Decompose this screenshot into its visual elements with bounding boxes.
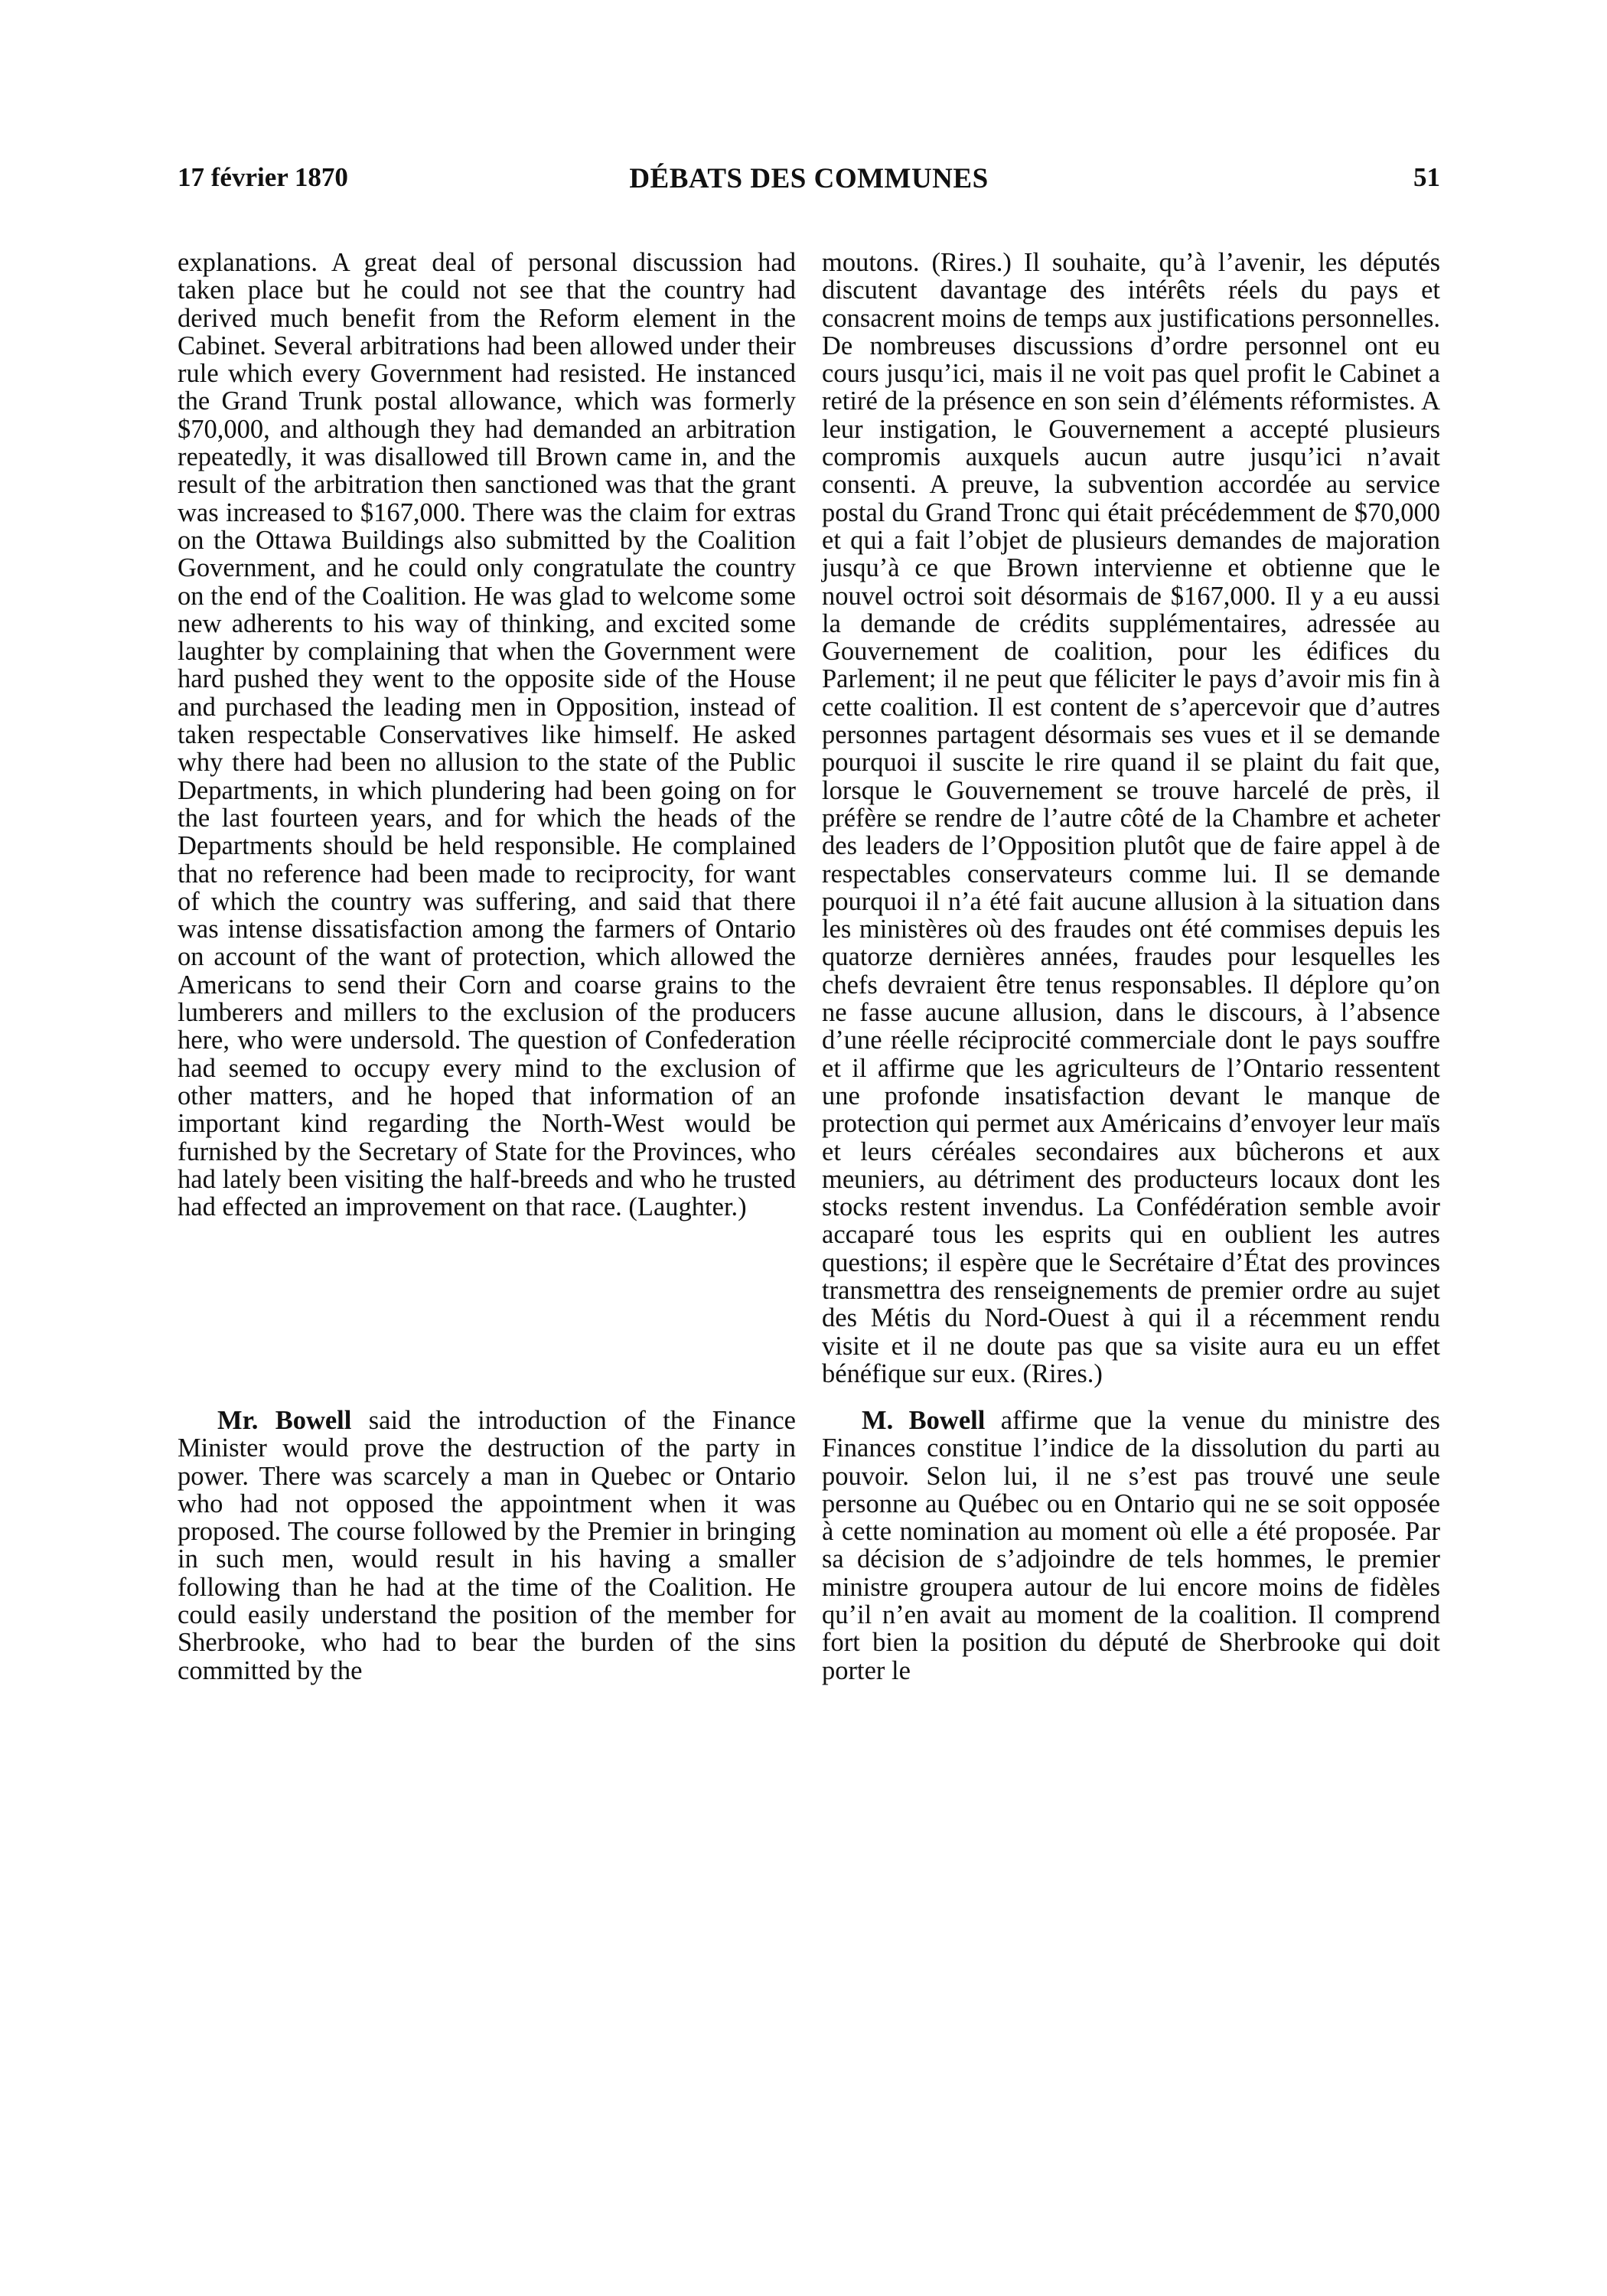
english-bowell-text: said the introduction of the Finance Minister would prove the destruction of the party in power. There was scarcely a man in Quebec or Ontario who had not opposed the appointment when it was proposed. The course followed by the Premier in bringing in such men, would result in his having a smaller following than he had at the time of the Coalition. He could easily understand the position of the member for Sherbrooke, who had to bear the burden of the sins committed by the [178, 1406, 796, 1685]
page-header [178, 162, 1440, 201]
french-column-top [822, 249, 1440, 1388]
english-column-bowell [178, 1407, 796, 1684]
english-column-top [178, 249, 796, 1221]
page-number: 51 [1413, 162, 1440, 192]
header-title: DÉBATS DES COMMUNES [629, 163, 989, 194]
english-speaker-name: Mr. Bowell [217, 1406, 352, 1435]
french-continuation-paragraph: moutons. (Rires.) Il souhaite, qu’à l’avenir, les députés discutent davantage des intérêts réels du pays et consacrent moins de temps aux justifications personnelles. De nombreuses discussions d’ordre personnel ont eu cours jusqu’ici, mais il ne voit pas quel profit le Cabinet a retiré de la présence en son sein d’éléments réformistes. A leur instigation, le Gouvernement a accepté plusieurs compromis auxquels aucun autre jusqu’ici n’avait consenti. A preuve, la subvention accordée au service postal du Grand Tronc qui était précédemment de $70,000 et qui a fait l’objet de plusieurs demandes de majoration jusqu’à ce que Brown intervienne et obtienne que le nouvel octroi soit désormais de $167,000. Il y a eu aussi la demande de crédits supplémentaires, adressée au Gouvernement de coalition, pour les édifices du Parlement; il ne peut que féliciter le pays d’avoir mis fin à cette coalition. Il est content de s’apercevoir que d’autres personnes partagent désormais ses vues et il se demande pourquoi il suscite le rire quand il se plaint du fait que, lorsque le Gouvernement se trouve harcelé de près, il préfère se rendre de l’autre côté de la Chambre et acheter des leaders de l’Opposition plutôt que de faire appel à de respectables conservateurs comme lui. Il se demande pourquoi il n’a été fait aucune allusion à la situation dans les ministères où des fraudes ont été commises depuis les quatorze dernières années, fraudes pour lesquelles les chefs devraient être tenus responsables. Il déplore qu’on ne fasse aucune allusion, dans le discours, à l’absence d’une réelle réciprocité commerciale dont le pays souffre et il affirme que les agriculteurs de l’Ontario ressentent une profonde insatisfaction devant le manque de protection qui permet aux Américains d’envoyer leur maïs et leurs céréales secondaires aux bûcherons et aux meuniers, au détriment des producteurs locaux dont les stocks restent invendus. La Confédération semble avoir accaparé tous les esprits qui en oublient les autres questions; il espère que le Secrétaire d’État des provinces transmettra des renseignements de premier ordre au sujet des Métis du Nord-Ouest à qui il a récemment rendu visite et il ne doute pas que sa visite aura eu un effet bénéfique sur eux. (Rires.) [822, 248, 1440, 1388]
english-continuation-paragraph: explanations. A great deal of personal discussion had taken place but he could not see that the country had derived much benefit from the Reform element in the Cabinet. Several arbitrations had been allowed under their rule which every Government had resisted. He instanced the Grand Trunk postal allowance, which was formerly $70,000, and although they had demanded an arbitration repeatedly, it was disallowed till Brown came in, and the result of the arbitration then sanctioned was that the grant was increased to $167,000. There was the claim for extras on the Ottawa Buildings also submitted by the Coalition Government, and he could only congratulate the country on the end of the Coalition. He was glad to welcome some new adherents to his way of thinking, and excited some laughter by complaining that when the Government were hard pushed they went to the opposite side of the House and purchased the leading men in Opposition, instead of taken respectable Conservatives like himself. He asked why there had been no allusion to the state of the Public Departments, in which plundering had been going on for the last fourteen years, and for which the heads of the Departments should be held responsible. He complained that no reference had been made to reciprocity, for want of which the country was suffering, and said that there was intense dissatisfaction among the farmers of Ontario on account of the want of protection, which allowed the Americans to send their Corn and coarse grains to the lumberers and millers to the exclusion of the producers here, who were undersold. The question of Confederation had seemed to occupy every mind to the exclusion of other matters, and he hoped that information of an important kind regarding the North-West would be furnished by the Secretary of State for the Provinces, who had lately been visiting the half-breeds and who he trusted had effected an improvement on that race. (Laughter.) [178, 248, 796, 1222]
french-bowell-paragraph [822, 1407, 1440, 1684]
header-date: 17 février 1870 [178, 162, 348, 192]
french-column-bowell [822, 1407, 1440, 1684]
french-bowell-text: affirme que la venue du ministre des Finances constitue l’indice de la dissolution du parti au pouvoir. Selon lui, il ne s’est pas trouvé une seule personne au Québec ou en Ontario qui ne se soit opposée à cette nomination au moment où elle a été proposée. Par sa décision de s’adjoindre de tels hommes, le premier ministre groupera autour de lui encore moins de fidèles qu’il n’en avait au moment de la coalition. Il comprend fort bien la position du député de Sherbrooke qui doit porter le [822, 1406, 1440, 1685]
french-speaker-name: M. Bowell [862, 1406, 986, 1435]
english-bowell-paragraph [178, 1407, 796, 1684]
